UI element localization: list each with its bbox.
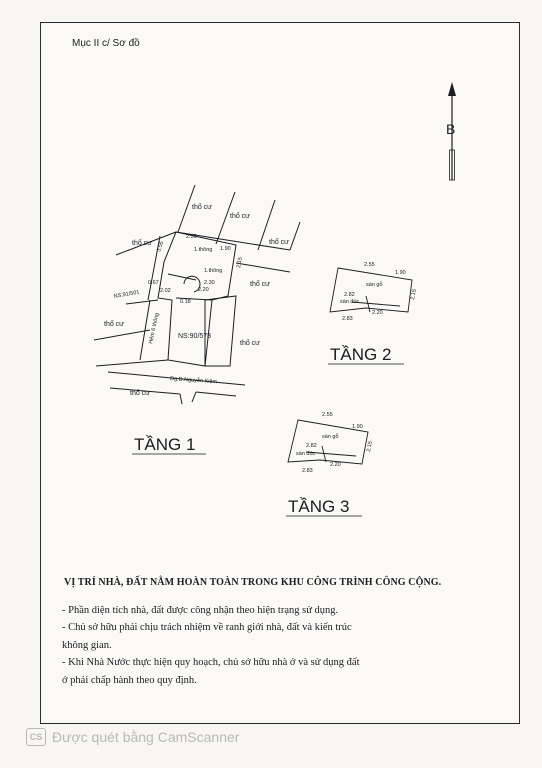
dimension-label: 0.67 <box>148 280 159 286</box>
neighbor-label: thổ cư <box>269 239 289 246</box>
dimension-label: 2.55 <box>322 412 333 418</box>
dimension-label: 2.82 <box>306 443 317 449</box>
neighbor-label: thổ cư <box>250 281 270 288</box>
floor-2-title: TẦNG 2 <box>330 345 392 364</box>
neighbor-label: thổ cư <box>192 204 212 211</box>
note-line: - Phần diện tích nhà, đất được công nhận theo hiện trạng sử dụng. <box>62 604 339 616</box>
dimension-label: 2.15 <box>410 288 418 301</box>
floor-3-title: TẦNG 3 <box>288 497 350 516</box>
floor-1-title: TẦNG 1 <box>134 435 196 454</box>
note-line: ở phải chấp hành theo quy định. <box>62 674 197 686</box>
dimension-label: 2.15 <box>366 440 374 453</box>
floor-label-san-go: sàn gỗ <box>322 434 339 440</box>
north-label: B <box>446 121 456 137</box>
dimension-label: 1.90 <box>220 246 231 252</box>
dimension-label: 0.18 <box>180 299 191 305</box>
dimension-label: 2.15 <box>236 256 244 269</box>
note-line: không gian. <box>62 639 112 651</box>
dimension-label: 1.90 <box>352 424 363 430</box>
dimension-label: 2.20 <box>372 310 383 316</box>
dimension-label: 2.83 <box>302 468 313 474</box>
section-label: Mục II c/ Sơ đồ <box>72 38 140 49</box>
neighbor-label: thổ cư <box>240 340 260 347</box>
dimension-label: 3.55 <box>156 240 166 253</box>
floor-label-san-duc: sàn đúc <box>296 451 316 457</box>
dimension-label: 2.02 <box>160 288 171 294</box>
notes-block <box>60 574 520 689</box>
camscanner-watermark <box>26 728 239 746</box>
dimension-label: 2.30 <box>204 280 215 286</box>
watermark-text: Được quét bằng CamScanner <box>52 729 240 745</box>
note-line: - Chủ sở hữu phải chịu trách nhiệm về ranh giới nhà, đất và kiến trúc <box>62 622 352 633</box>
neighbor-label: thổ cư <box>132 240 152 247</box>
dimension-label: 1.90 <box>395 270 406 276</box>
neighbor-label: thổ cư <box>130 390 150 397</box>
dimension-label: 2.55 <box>364 262 375 268</box>
notes-headline: VỊ TRÍ NHÀ, ĐẤT NẰM HOÀN TOÀN TRONG KHU CÔNG TRÌNH CÔNG CỘNG. <box>64 577 442 588</box>
floor-label-san-go: sàn gỗ <box>366 282 383 288</box>
dimension-label: 2.20 <box>330 462 341 468</box>
neighbor-label: thổ cư <box>104 321 124 328</box>
dimension-label: 2.83 <box>342 316 353 322</box>
alley-label: Hẻm 6 thông <box>148 312 161 345</box>
house-left-label: NS:91/501 <box>113 289 140 300</box>
dimension-label: 2.82 <box>344 292 355 298</box>
yard-label: 1.thông <box>194 247 213 253</box>
neighbor-label: thổ cư <box>230 213 250 220</box>
dimension-label: 2.55 <box>186 234 197 240</box>
yard-label: 1.thông <box>204 268 223 274</box>
note-line: - Khi Nhà Nước thực hiện quy hoạch, chủ sở hữu nhà ở và sử dụng đất <box>62 657 360 668</box>
floor-label-san-duc: sàn đúc <box>340 299 360 305</box>
street-label: Đg.Đ.Nguyễn Kiệm <box>169 376 218 386</box>
camscanner-logo-icon: CS <box>26 728 46 746</box>
house-main-label: NS:90/578 <box>178 333 212 340</box>
dimension-label: 2.20 <box>198 287 209 293</box>
